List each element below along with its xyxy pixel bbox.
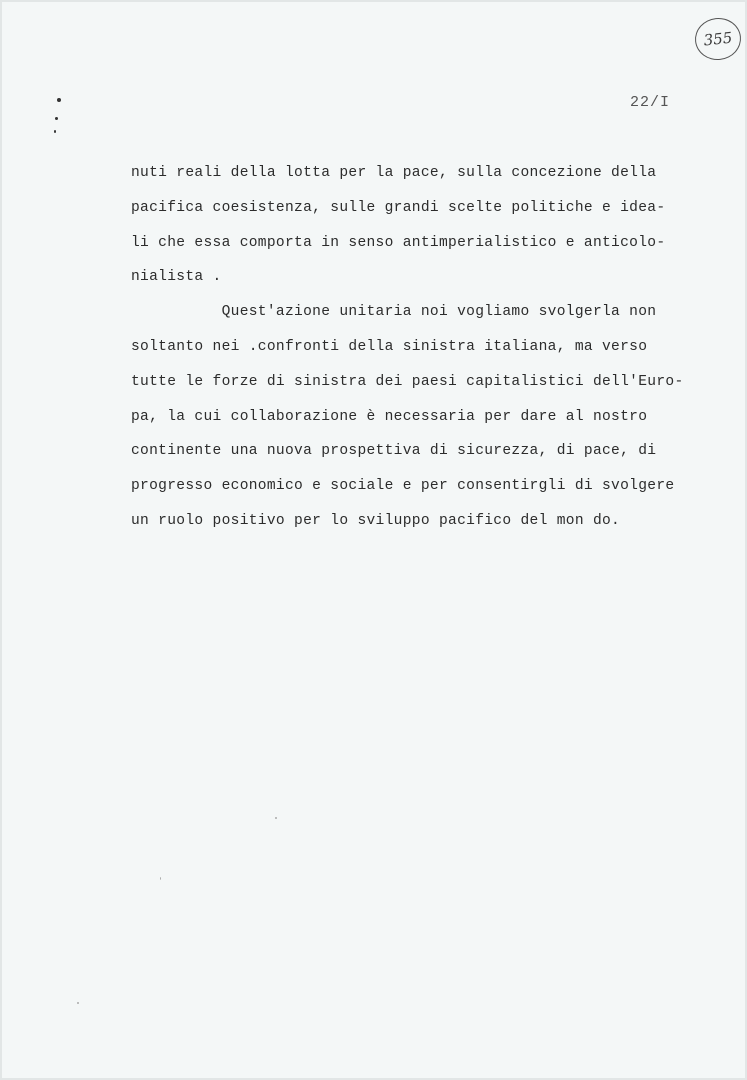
- margin-dot-mark: [57, 98, 61, 102]
- paper-speck: [275, 817, 277, 819]
- margin-dot-mark: [55, 117, 58, 120]
- paper-speck: [77, 1002, 79, 1004]
- text-line: soltanto nei .confronti della sinistra italiana, ma verso: [131, 338, 648, 355]
- text-line: continente una nuova prospettiva di sicurezza, di pace, di: [131, 443, 657, 460]
- archive-stamp-number: 355: [702, 28, 734, 50]
- text-line: li che essa comporta in senso antimperialistico e anticolo-: [131, 234, 666, 251]
- text-line: progresso economico e sociale e per consentirgli di svolgere: [131, 478, 675, 495]
- text-line: tutte le forze di sinistra dei paesi capitalistici dell'Euro-: [131, 373, 684, 390]
- text-line: pacifica coesistenza, sulle grandi scelte politiche e idea-: [131, 199, 666, 216]
- archive-page-stamp: [693, 16, 743, 63]
- text-line: nuti reali della lotta per la pace, sulla concezione della: [131, 165, 657, 181]
- margin-dot-mark: [54, 130, 56, 133]
- body-text: [131, 156, 701, 539]
- text-line: nialista .: [131, 269, 222, 286]
- text-line: un ruolo positivo per lo sviluppo pacifico del mon do.: [131, 512, 621, 529]
- text-line: pa, la cui collaborazione è necessaria per dare al nostro: [131, 408, 648, 425]
- text-line: Quest'azione unitaria noi vogliamo svolgerla non: [131, 304, 657, 321]
- paper-speck: [160, 877, 161, 880]
- page-number: 22/I: [630, 94, 671, 111]
